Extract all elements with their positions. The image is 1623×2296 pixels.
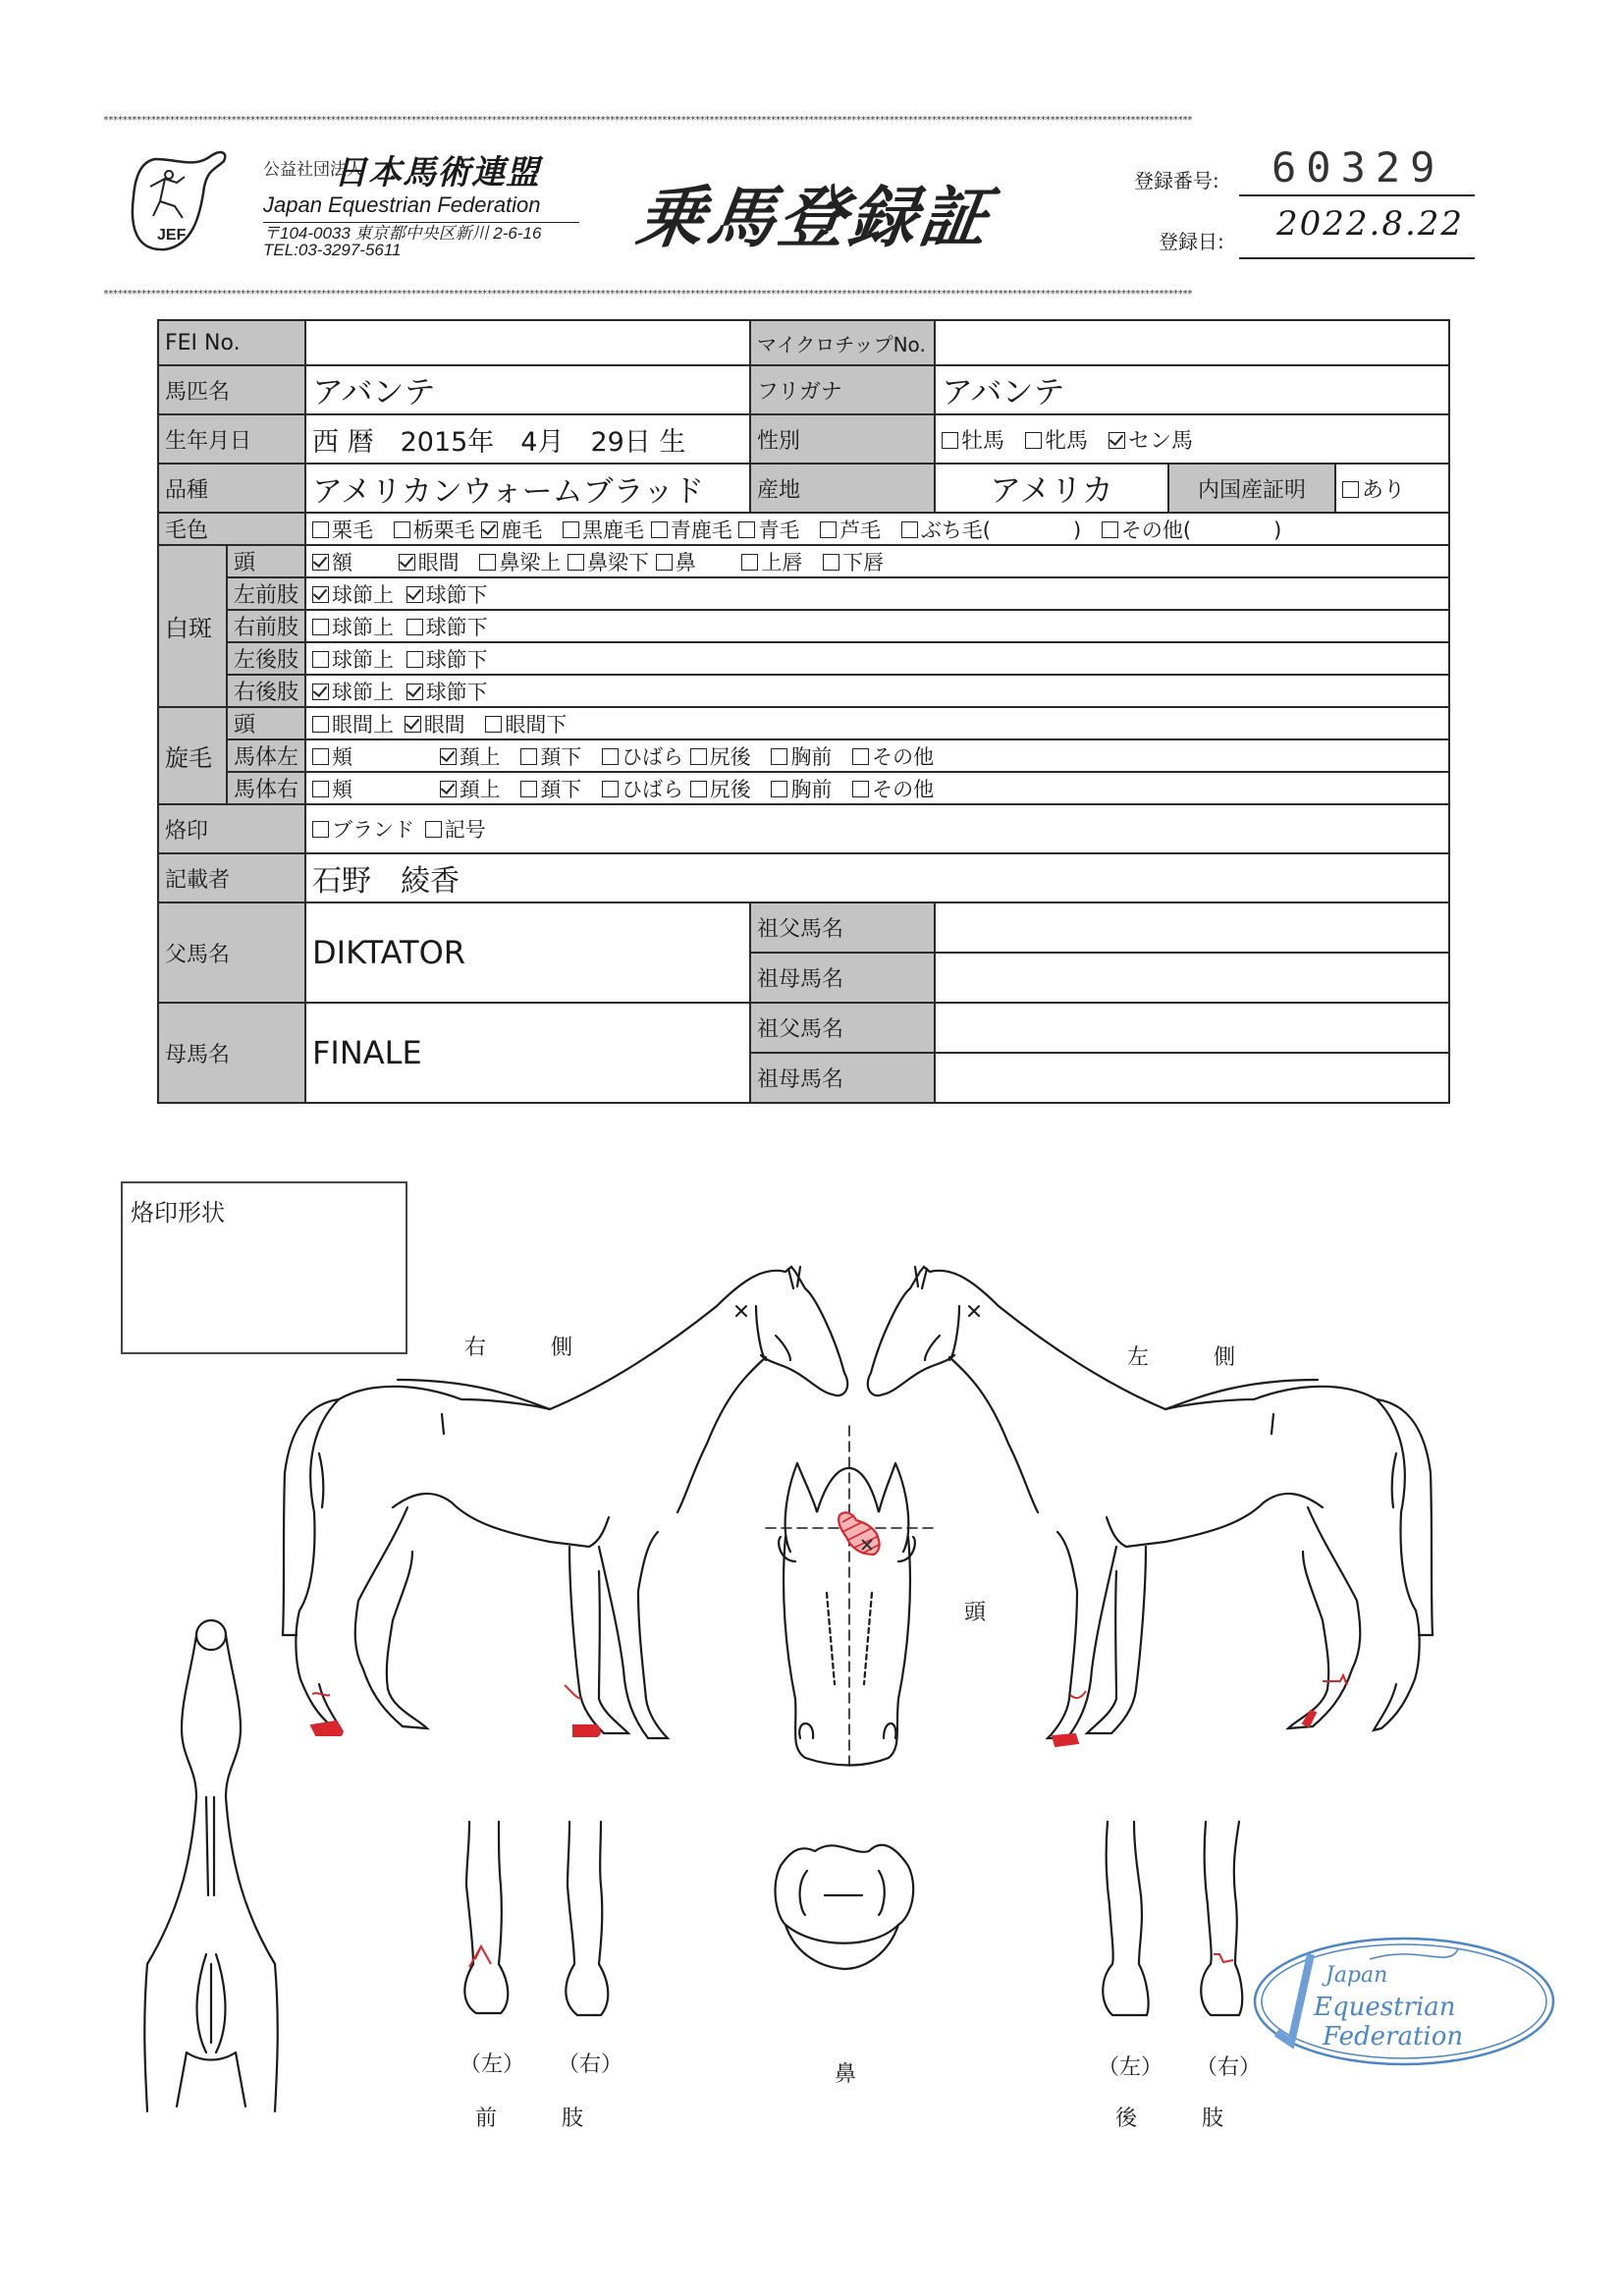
coat-chestnut[interactable]: 栗毛 — [312, 515, 373, 544]
svg-text:Federation: Federation — [1323, 2022, 1464, 2051]
svg-text:JEF: JEF — [157, 227, 187, 244]
sire-field[interactable]: DIKTATOR — [305, 902, 750, 1003]
birth-date-label: 生年月日 — [158, 414, 305, 464]
coat-gray[interactable]: 芦毛 — [820, 515, 881, 544]
registration-number: 60329 — [1271, 143, 1445, 191]
whorl-chest[interactable]: 胸前 — [771, 741, 832, 771]
brand-option-brand[interactable]: ブランド — [312, 814, 414, 844]
brand-shape-label: 烙印形状 — [131, 1199, 225, 1227]
recorder-field[interactable]: 石野 綾香 — [305, 853, 1449, 902]
furigana-label: フリガナ — [750, 365, 935, 414]
whorl-head-label: 頭 — [227, 707, 305, 739]
whorl-cheek[interactable]: 頬 — [312, 741, 352, 771]
org-prefix: 公益社団法人 — [263, 160, 363, 180]
whorl-below-eyes[interactable]: 眼間下 — [485, 709, 567, 738]
marking-upper-lip[interactable]: 上唇 — [741, 547, 802, 576]
dam-field[interactable]: FINALE — [305, 1003, 750, 1103]
breed-field[interactable]: アメリカンウォームブラッド — [305, 464, 750, 513]
coat-other[interactable]: その他( ) — [1102, 515, 1281, 544]
left-side-label: 左 側 — [1127, 1345, 1236, 1370]
sex-label: 性別 — [750, 414, 935, 464]
coat-dark-chestnut[interactable]: 栃栗毛 — [394, 515, 475, 544]
below-fetlock[interactable]: 球節下 — [406, 644, 488, 674]
nose-label: 鼻 — [835, 2062, 857, 2087]
hindlegs-label: 後 肢 — [1115, 2106, 1224, 2131]
hindleg-left-label: （左） — [1098, 2055, 1163, 2080]
coat-pinto[interactable]: ぶち毛( ) — [901, 515, 1081, 544]
whorl-between-eyes[interactable]: 眼間 — [405, 709, 465, 738]
white-marking-indicators — [311, 1512, 1347, 1967]
above-fetlock[interactable]: 球節上 — [312, 612, 394, 641]
right-side-label: 右 側 — [464, 1336, 573, 1360]
marking-upper-bridge[interactable]: 鼻梁上 — [479, 547, 561, 576]
whorl-upper-neck[interactable]: 頚上 — [440, 741, 501, 771]
coat-black[interactable]: 青毛 — [738, 515, 799, 544]
breed-label: 品種 — [158, 464, 305, 513]
head-label: 頭 — [964, 1601, 987, 1625]
birth-date-field[interactable]: 西 暦 2015年 4月 29日 生 — [305, 414, 750, 464]
marking-head-label: 頭 — [227, 545, 305, 577]
registration-date: 2022.8.22 — [1276, 204, 1465, 244]
svg-text:Japan: Japan — [1325, 1963, 1388, 1988]
marking-lower-bridge[interactable]: 鼻梁下 — [568, 547, 649, 576]
furigana-field[interactable]: アバンテ — [935, 365, 1449, 414]
svg-text:Equestrian: Equestrian — [1314, 1993, 1456, 2022]
above-fetlock[interactable]: 球節上 — [312, 579, 394, 609]
below-fetlock[interactable]: 球節下 — [406, 677, 488, 706]
domestic-cert-option[interactable]: あり — [1335, 464, 1449, 513]
white-markings-label: 白斑 — [158, 545, 227, 707]
whorl-chest[interactable]: 胸前 — [771, 774, 832, 803]
whorl-upper-neck[interactable]: 頚上 — [440, 774, 501, 803]
whorl-rear[interactable]: 尻後 — [690, 774, 751, 803]
org-name-en: Japan Equestrian Federation — [263, 192, 541, 217]
marking-between-eyes[interactable]: 眼間 — [399, 547, 460, 576]
coat-dark-bay[interactable]: 黒鹿毛 — [563, 515, 644, 544]
domestic-cert-label: 内国産証明 — [1168, 464, 1335, 513]
marking-left-fore-label: 左前肢 — [227, 577, 305, 610]
brand-label: 烙印 — [158, 804, 305, 853]
below-fetlock[interactable]: 球節下 — [406, 612, 488, 641]
sex-option-mare[interactable]: 牝馬 — [1025, 424, 1088, 455]
origin-field[interactable]: アメリカ — [935, 464, 1168, 513]
hindlegs-front-icon — [1103, 1822, 1242, 2015]
sire-grandsire-label: 祖父馬名 — [750, 902, 935, 953]
sire-granddam-label: 祖母馬名 — [750, 953, 935, 1003]
marking-right-hind-label: 右後肢 — [227, 675, 305, 707]
hindleg-right-label: （右） — [1196, 2055, 1262, 2080]
document-title: 乗馬登録証 — [631, 180, 997, 257]
whorls-label: 旋毛 — [158, 707, 227, 804]
whorl-other[interactable]: その他 — [852, 741, 934, 771]
whorl-flank[interactable]: ひばら — [602, 774, 683, 803]
marking-forehead[interactable]: 額 — [312, 547, 352, 576]
coat-color-label: 毛色 — [158, 513, 305, 545]
whorl-body-left-label: 馬体左 — [227, 739, 305, 772]
dam-grandsire-label: 祖父馬名 — [750, 1003, 935, 1053]
registration-number-label: 登録番号: — [1134, 169, 1219, 192]
whorl-cheek[interactable]: 頬 — [312, 774, 352, 803]
star-border-top: ************************************************************************************************************************************************************************************************************************************** — [103, 116, 1192, 126]
sire-label: 父馬名 — [158, 902, 305, 1003]
whorl-lower-neck[interactable]: 頚下 — [520, 741, 581, 771]
horse-name-field[interactable]: アバンテ — [305, 365, 750, 414]
sex-option-gelding[interactable]: セン馬 — [1109, 424, 1193, 455]
horse-left-side-icon — [868, 1267, 1433, 1738]
coat-brown[interactable]: 青鹿毛 — [651, 515, 732, 544]
above-fetlock[interactable]: 球節上 — [312, 677, 394, 706]
whorl-other[interactable]: その他 — [852, 774, 934, 803]
marking-lower-lip[interactable]: 下唇 — [823, 547, 884, 576]
dam-label: 母馬名 — [158, 1003, 305, 1103]
coat-bay[interactable]: 鹿毛 — [481, 515, 542, 544]
below-fetlock[interactable]: 球節下 — [406, 579, 488, 609]
foreleg-left-label: （左） — [460, 2052, 525, 2077]
whorl-lower-neck[interactable]: 頚下 — [520, 774, 581, 803]
whorl-above-eyes[interactable]: 眼間上 — [312, 709, 394, 738]
star-border-bottom: ************************************************************************************************************************************************************************************************************************************** — [103, 290, 1192, 300]
jef-official-stamp-icon — [1252, 1935, 1556, 2068]
horse-name-label: 馬匹名 — [158, 365, 305, 414]
brand-option-symbol[interactable]: 記号 — [425, 814, 486, 844]
marking-right-fore-label: 右前肢 — [227, 610, 305, 642]
dam-granddam-label: 祖母馬名 — [750, 1053, 935, 1103]
recorder-label: 記載者 — [158, 853, 305, 902]
registration-date-label: 登録日: — [1159, 230, 1224, 253]
marking-left-hind-label: 左後肢 — [227, 642, 305, 675]
whorl-body-right-label: 馬体右 — [227, 772, 305, 804]
horse-head-front-icon — [766, 1426, 938, 1768]
forelegs-label: 前 肢 — [475, 2106, 584, 2131]
origin-label: 産地 — [750, 464, 935, 513]
sex-option-stallion[interactable]: 牡馬 — [942, 424, 1004, 455]
org-name: 日本馬術連盟 — [334, 153, 540, 192]
whorl-rear[interactable]: 尻後 — [690, 741, 751, 771]
above-fetlock[interactable]: 球節上 — [312, 644, 394, 674]
org-address: 〒104-0033 東京都中央区新川 2-6-16 TEL:03-3297-5611 — [263, 224, 542, 259]
microchip-no-label: マイクロチップNo. — [750, 320, 935, 365]
horse-body-front-icon — [144, 1620, 277, 2111]
forelegs-front-icon — [464, 1822, 608, 2015]
fei-no-label: FEI No. — [158, 320, 305, 365]
horse-right-side-icon — [283, 1267, 847, 1738]
horse-nose-icon — [776, 1845, 914, 1969]
foreleg-right-label: （右） — [558, 2052, 623, 2077]
whorl-flank[interactable]: ひばら — [602, 741, 683, 771]
marking-nose[interactable]: 鼻 — [656, 547, 696, 576]
